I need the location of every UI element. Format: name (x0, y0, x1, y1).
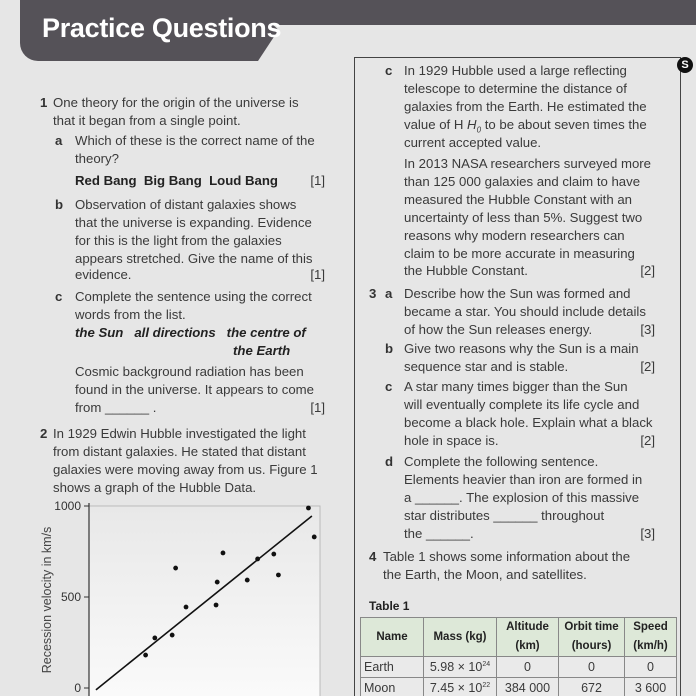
data-point (143, 653, 148, 658)
text-line: of how the Sun releases energy. (404, 322, 593, 337)
question-4 (369, 548, 659, 584)
data-point (312, 535, 317, 540)
data-point (170, 633, 175, 638)
stem-line: shows a graph of the Hubble Data. (53, 480, 257, 495)
text-line: Which of these is the correct name of the (75, 133, 315, 148)
question-3a (369, 285, 655, 339)
text-line: current accepted value. (404, 135, 542, 150)
section-badge: S (677, 57, 693, 73)
data-point (221, 551, 226, 556)
cell-orbit: 0 (559, 657, 625, 678)
question-2 (40, 425, 330, 497)
text-line: Complete the sentence using the correct (75, 289, 312, 304)
text-line: hole in space is. (404, 433, 499, 448)
text-line: Cosmic background radiation has been (75, 364, 304, 379)
y-tick-label: 500 (60, 590, 81, 604)
col-altitude: Altitude (km) (497, 618, 559, 657)
question-number: 4 (369, 549, 377, 564)
col-speed: Speed (km/h) (625, 618, 677, 657)
data-point (184, 605, 189, 610)
data-point (214, 603, 219, 608)
cell-name: Moon (361, 678, 424, 696)
marks: [1] (310, 173, 325, 188)
text-line: words from the list. (75, 307, 186, 322)
subscript: 0 (476, 125, 482, 135)
col-name: Name (361, 618, 424, 657)
text-line: become a black hole. Explain what a black (404, 415, 653, 430)
question-1 (40, 94, 330, 130)
cell-mass: $7.45 \times 10^{22}$ (424, 678, 497, 696)
text-line: sequence star and is stable. (404, 359, 569, 374)
text-line: value of H (404, 117, 464, 132)
marks: [3] (640, 526, 655, 541)
hubble-chart (0, 495, 340, 696)
data-point (255, 557, 260, 562)
marks: [2] (640, 263, 655, 278)
part-label: a (385, 286, 393, 301)
text-line: reasons why modern researchers can (404, 228, 625, 243)
text-line: uncertainty of less than 5%. Suggest two (404, 210, 643, 225)
text-line: for this is the light from the galaxies (75, 233, 282, 248)
question-number: 3 (369, 286, 377, 301)
part-label: d (385, 454, 394, 469)
cell-altitude: 0 (497, 657, 559, 678)
text-line: found in the universe. It appears to come (75, 382, 314, 397)
table-header-row (361, 618, 677, 657)
answer-options: the Sun all directions the centre of (75, 325, 306, 340)
part-label: a (55, 133, 63, 148)
page-title: Practice Questions (42, 13, 282, 43)
text-line: galaxies from the Earth. He estimated the (404, 99, 647, 114)
cell-name: Earth (361, 657, 424, 678)
marks: [2] (640, 359, 655, 374)
y-axis-label: Recession velocity in km/s (40, 526, 54, 674)
text-line: the Earth, the Moon, and satellites. (383, 567, 587, 582)
text-line: Observation of distant galaxies shows (75, 197, 297, 212)
data-point (271, 552, 276, 557)
data-point (152, 636, 157, 641)
question-number: 2 (40, 426, 48, 441)
cell-mass: $5.98 \times 10^{24}$ (424, 657, 497, 678)
question-1a (55, 132, 325, 190)
marks: [1] (310, 400, 325, 415)
text-line: appears stretched. Give the name of this (75, 251, 313, 266)
question-2c: c In 1929 Hubble used a large reflecting telescope to determine the distance of galaxies from the Earth. He estimated the value of H $H_0$ to be about seven times the current accepted value. In 2013 NASA researchers surveyed more than 125 000 galaxies and claim to have measured the Hubble Constant with an uncertainty of less than 5%. Suggest two reasons why modern researchers can claim to be more accurate in measuring the Hubble Constant. [2] (385, 63, 655, 278)
part-label: b (385, 341, 394, 356)
stem-line: that it began from a single point. (53, 113, 241, 128)
text-line: A star many times bigger than the Sun (404, 379, 628, 394)
text-line: a ______. The explosion of this massive (404, 490, 640, 505)
stem-line: In 1929 Edwin Hubble investigated the light (53, 426, 306, 441)
cell-speed: 3 600 (625, 678, 677, 696)
text-line: theory? (75, 151, 119, 166)
question-number: 1 (40, 95, 48, 110)
part-label: c (385, 379, 393, 394)
data-point (215, 580, 220, 585)
answer-options: the Earth (233, 343, 291, 358)
text-line: from ______ . (75, 400, 157, 415)
marks: [2] (640, 433, 655, 448)
col-orbit: Orbit time (hours) (559, 618, 625, 657)
text-line: claim to be more accurate in measuring (404, 246, 635, 261)
data-table (360, 617, 677, 696)
text-line: Describe how the Sun was formed and (404, 286, 631, 301)
question-1c (55, 288, 325, 417)
part-label: c (385, 63, 393, 78)
table-title: Table 1 (369, 599, 410, 613)
text-line: Complete the following sentence. (404, 454, 599, 469)
text-line: star distributes ______ throughout (404, 508, 605, 523)
stem-line: from distant galaxies. He stated that distant (53, 444, 306, 459)
data-point (276, 573, 281, 578)
text-line: Give two reasons why the Sun is a main (404, 341, 639, 356)
stem-line: One theory for the origin of the universe is (53, 95, 299, 110)
answer-options: Red Bang Big Bang Loud Bang (75, 173, 278, 188)
cell-altitude: 384 000 (497, 678, 559, 696)
text-line: evidence. (75, 267, 132, 282)
part-label: b (55, 197, 64, 212)
text-line: became a star. You should include details (404, 304, 646, 319)
text-line: Table 1 shows some information about the (383, 549, 631, 564)
text-line: In 1929 Hubble used a large reflecting (404, 63, 627, 78)
text-line: to be about seven times the (484, 117, 647, 132)
data-point (245, 578, 250, 583)
table-row (361, 657, 677, 678)
table-row (361, 678, 677, 696)
y-tick-label: 1000 (54, 499, 81, 513)
text-line: In 2013 NASA researchers surveyed more (404, 156, 652, 171)
cell-speed: 0 (625, 657, 677, 678)
question-3b (385, 340, 655, 376)
marks: [1] (310, 267, 325, 282)
data-point (306, 506, 311, 511)
text-line: than 125 000 galaxies and claim to have (404, 174, 641, 189)
question-1b (55, 196, 325, 284)
y-tick-label: 0 (74, 681, 81, 695)
text-line: Elements heavier than iron are formed in (404, 472, 643, 487)
marks: [3] (640, 322, 655, 337)
data-point (173, 566, 178, 571)
cell-orbit: 672 (559, 678, 625, 696)
text-line: the ______. (404, 526, 474, 541)
col-mass: Mass (kg) (424, 618, 497, 657)
stem-line: galaxies were moving away from us. Figure 1 (53, 462, 318, 477)
text-line: will eventually complete its life cycle and (404, 397, 640, 412)
text-line: the Hubble Constant. (404, 263, 528, 278)
question-3d (385, 453, 655, 543)
text-line: measured the Hubble Constant with an (404, 192, 632, 207)
part-label: c (55, 289, 63, 304)
text-line: that the universe is expanding. Evidence (75, 215, 312, 230)
question-3c (385, 378, 655, 450)
text-line: telescope to determine the distance of (404, 81, 627, 96)
